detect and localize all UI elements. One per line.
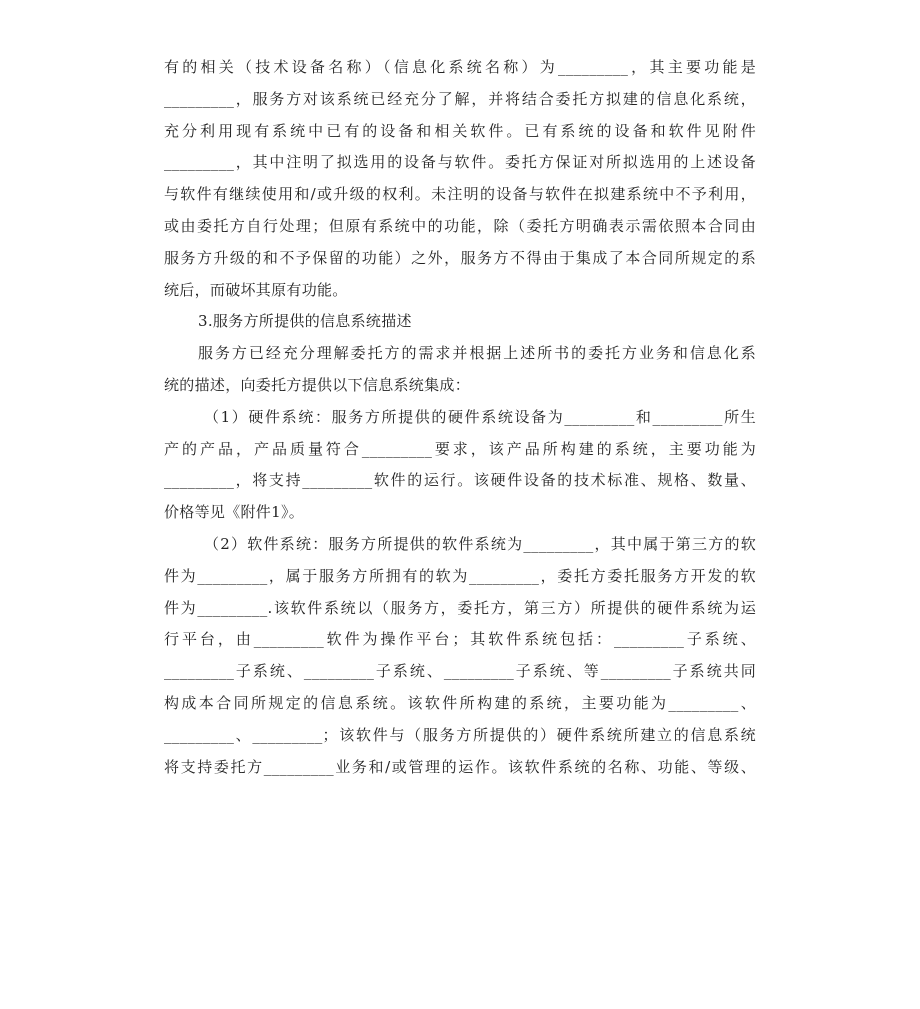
text-line: （1）硬件系统：服务方所提供的硬件系统设备为_________和_________所生 — [204, 407, 756, 426]
text-line: _________，将支持_________软件的运行。该硬件设备的技术标准、规格、数量、 — [164, 471, 756, 490]
text-line: 服务方已经充分理解委托方的需求并根据上述所书的委托方业务和信息化系 — [198, 344, 756, 363]
text-line: _________，服务方对该系统已经充分了解，并将结合委托方拟建的信息化系统， — [164, 89, 756, 108]
text-line: 件为_________，属于服务方所拥有的软为_________，委托方委托服务方开发的软 — [164, 566, 756, 585]
section-heading: 3.服务方所提供的信息系统描述 — [198, 312, 412, 331]
text-line: 有的相关（技术设备名称）（信息化系统名称）为_________，其主要功能是 — [164, 58, 756, 76]
text-line: 价格等见《附件1》。 — [164, 503, 305, 522]
text-line: _________、_________；该软件与（服务方所提供的）硬件系统所建立的信息系统 — [164, 725, 756, 744]
text-line: 或由委托方自行处理；但原有系统中的功能，除（委托方明确表示需依照本合同由 — [164, 216, 756, 235]
text-line: 构成本合同所规定的信息系统。该软件所构建的系统，主要功能为_________、 — [164, 693, 756, 712]
text-line: 统后，而破坏其原有功能。 — [164, 280, 348, 299]
text-line: 产的产品，产品质量符合_________要求，该产品所构建的系统，主要功能为 — [164, 439, 756, 458]
text-line: 统的描述，向委托方提供以下信息系统集成： — [164, 375, 471, 394]
text-line: _________子系统、_________子系统、_________子系统、等_________子系统共同 — [164, 662, 756, 681]
text-line: 将支持委托方_________业务和/或管理的运作。该软件系统的名称、功能、等级、 — [164, 757, 756, 776]
text-line: 充分利用现有系统中已有的设备和相关软件。已有系统的设备和软件见附件 — [164, 121, 756, 140]
text-line: 件为_________.该软件系统以（服务方，委托方，第三方）所提供的硬件系统为运 — [164, 598, 756, 617]
text-line: （2）软件系统：服务方所提供的软件系统为_________，其中属于第三方的软 — [204, 534, 756, 553]
text-line: 与软件有继续使用和/或升级的权利。未注明的设备与软件在拟建系统中不予利用， — [164, 185, 756, 204]
text-line: 行平台，由_________软件为操作平台；其软件系统包括：_________子系统、 — [164, 630, 756, 649]
document-body — [164, 52, 756, 783]
text-line: _________，其中注明了拟选用的设备与软件。委托方保证对所拟选用的上述设备 — [164, 153, 756, 172]
text-line: 服务方升级的和不予保留的功能）之外，服务方不得由于集成了本合同所规定的系 — [164, 248, 756, 267]
